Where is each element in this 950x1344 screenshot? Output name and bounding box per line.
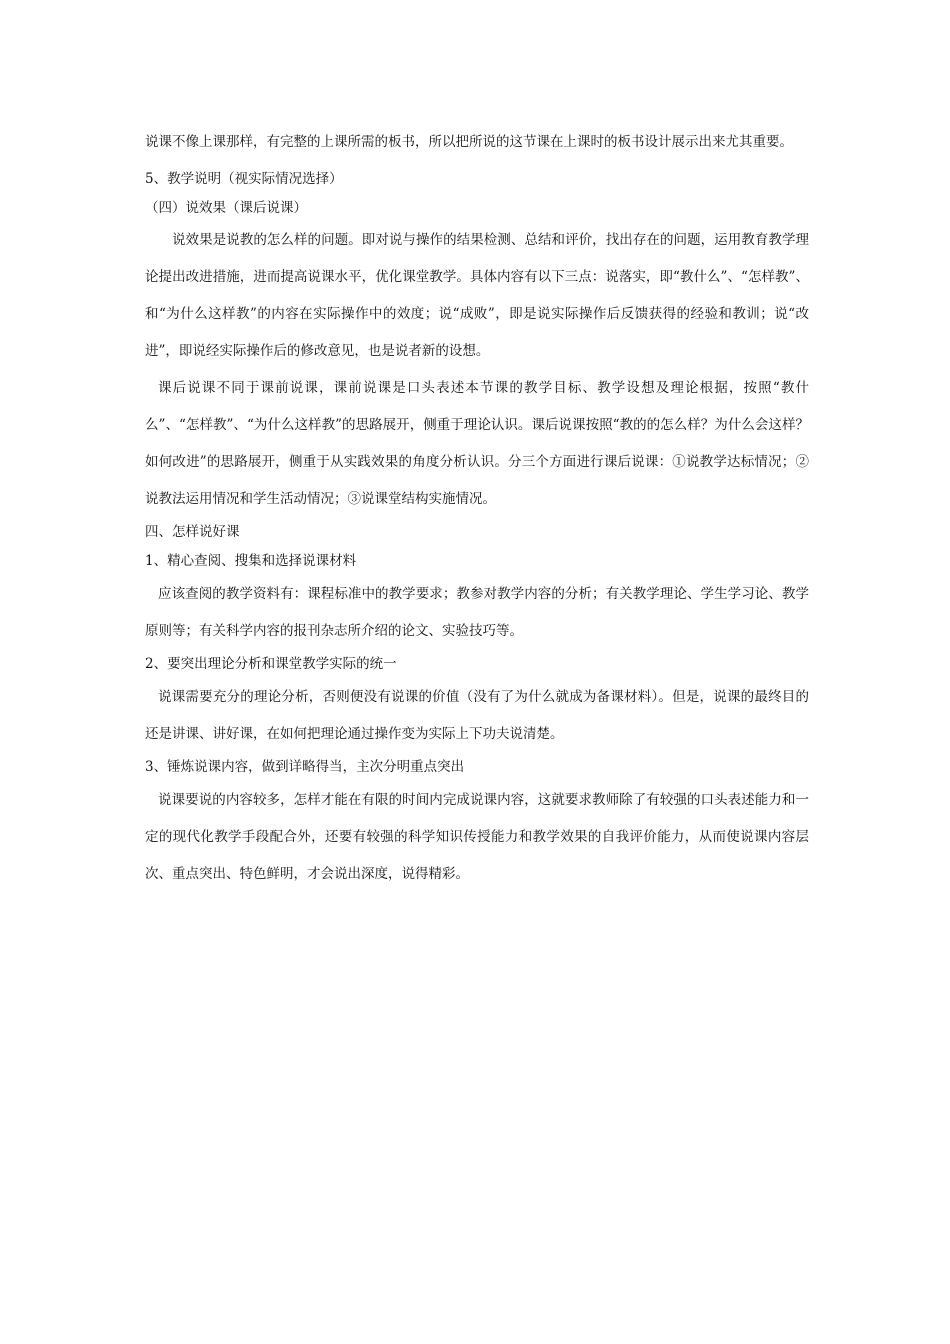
point-1-title: 1、精心查阅、搜集和选择说课材料 [145,553,357,569]
point-2-title: 2、要突出理论分析和课堂教学实际的统一 [145,656,397,672]
point-3-title: 3、锤炼说课内容，做到详略得当，主次分明重点突出 [145,759,465,775]
section-4-title: （四）说效果（课后说课） [145,200,307,216]
point-3-text: 说课要说的内容较多，怎样才能在有限的时间内完成说课内容，这就要求教师除了有较强的口头表述能力和一定的现代化教学手段配合外，还要有较强的科学知识传授能力和教学效果的自我评价能力，从而使说课内容层次、重点突出、特色鲜明，才会说出深度，说得精彩。 [145,792,809,882]
document-body [145,124,809,893]
intro-paragraph: 说课不像上课那样，有完整的上课所需的板书，所以把所说的这节课在上课时的板书设计展示出来尤其重要。 [145,134,793,150]
after-class-paragraph: 课后说课不同于课前说课，课前说课是口头表述本节课的教学目标、教学设想及理论根据，按照“教什么”、“怎样教”、“为什么这样教”的思路展开，侧重于理论认识。课后说课按照“教的的怎么样？为什么会这样？如何改进”的思路展开，侧重于从实践效果的角度分析认识。分三个方面进行课后说课：①说教学达标情况；②说教法运用情况和学生活动情况；③说课堂结构实施情况。 [145,380,809,507]
item-5-heading: 5、教学说明（视实际情况选择） [145,171,343,187]
point-1-text: 应该查阅的教学资料有：课程标准中的教学要求；教参对教学内容的分析；有关教学理论、学生学习论、教学原则等；有关科学内容的报刊杂志所介绍的论文、实验技巧等。 [145,586,809,639]
part-4-title: 四、怎样说好课 [145,524,240,540]
point-2-text: 说课需要充分的理论分析，否则便没有说课的价值（没有了为什么就成为备课材料）。但是，说课的最终目的还是讲课、讲好课，在如何把理论通过操作变为实际上下功夫说清楚。 [145,689,809,742]
effect-paragraph: 说效果是说教的怎么样的问题。即对说与操作的结果检测、总结和评价，找出存在的问题，运用教育教学理论提出改进措施，进而提高说课水平，优化课堂教学。具体内容有以下三点：说落实，即“教什么”、“怎样教”、和“为什么这样教”的内容在实际操作中的效度；说“成败”，即是说实际操作后反馈获得的经验和教训；说“改进”，即说经实际操作后的修改意见，也是说者新的设想。 [145,232,809,359]
